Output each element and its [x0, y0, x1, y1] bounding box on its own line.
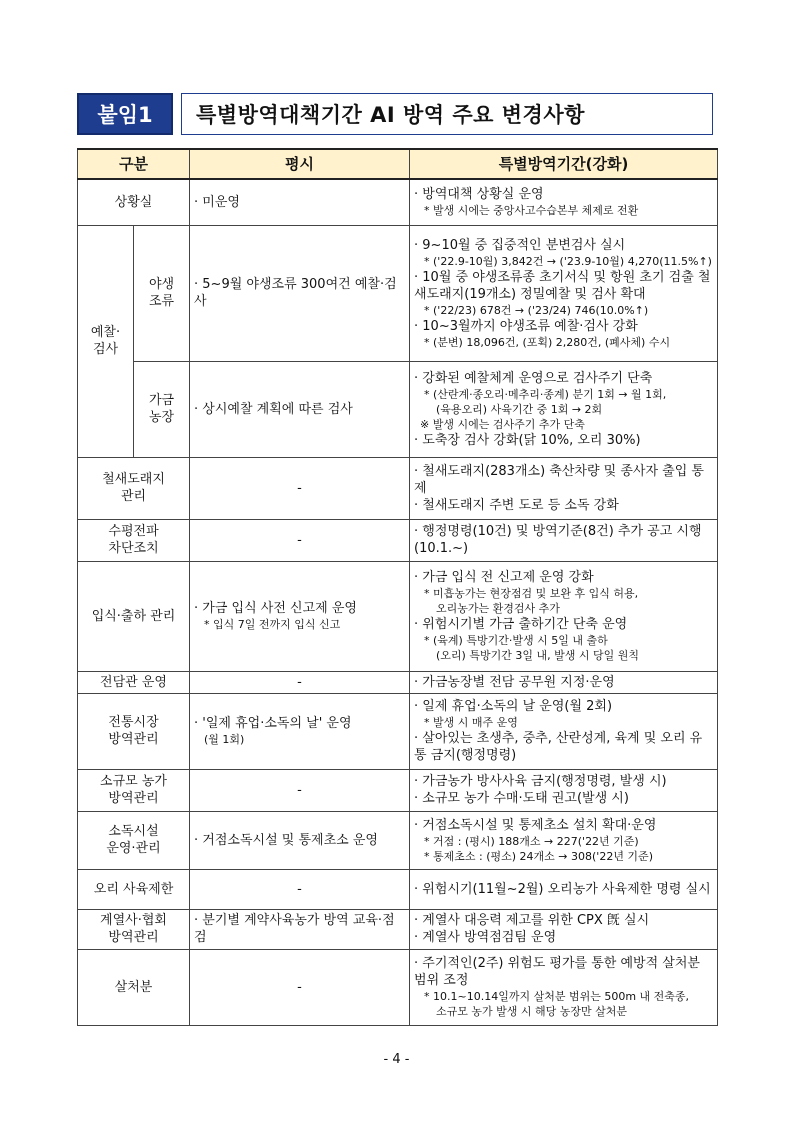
row-category: 전통시장 방역관리: [78, 693, 190, 769]
row-category: 예찰· 검사: [78, 225, 134, 457]
special-line: · 철새도래지(283개소) 축산차량 및 종사자 출입 통제: [414, 463, 704, 496]
special-note: * (분변) 18,096건, (포획) 2,280건, (폐사체) 수시: [424, 335, 671, 349]
row-category: 소독시설 운영·관리: [78, 811, 190, 869]
special-note: * ('22.9-10월) 3,842건 → ('23.9-10월) 4,270(11.5%↑): [424, 254, 712, 268]
special-note: * (산란계·종오리·메추리·종계) 분기 1회 → 월 1회,: [424, 387, 667, 401]
special-note: ※ 발생 시에는 검사주기 추가 단축: [420, 417, 585, 431]
special-note: * (육계) 특방기간·발생 시 5일 내 출하: [424, 634, 608, 647]
special-note: * 발생 시에는 중앙사고수습본부 체제로 전환: [424, 204, 639, 218]
table-row: [78, 769, 718, 811]
table-row: [78, 909, 718, 949]
special-line: · 주기적인(2주) 위험도 평가를 통한 예방적 살처분 범위 조정: [414, 956, 700, 988]
row-special: [410, 179, 718, 225]
special-line: · 방역대책 상황실 운영: [414, 187, 544, 203]
row-special: [410, 811, 718, 869]
row-normal: -: [190, 769, 410, 811]
special-line: · 거점소독시설 및 통제초소 설치 확대·운영: [414, 817, 657, 833]
row-special: [410, 769, 718, 811]
document-title: 특별방역대책기간 AI 방역 주요 변경사항: [181, 93, 713, 135]
special-note: (육용오리) 사육기간 중 1회 → 2회: [436, 402, 603, 416]
row-subcategory: 야생 조류: [134, 225, 190, 361]
row-category: 전담관 운영: [78, 671, 190, 693]
special-line: · 행정명령(10건) 및 방역기준(8건) 추가 공고 시행(10.1.~): [414, 524, 702, 556]
table-row: [78, 179, 718, 225]
special-line: · 도축장 검사 강화(닭 10%, 오리 30%): [414, 432, 641, 448]
row-special: [410, 361, 718, 457]
table-row: [78, 693, 718, 769]
row-category: 소규모 농가 방역관리: [78, 769, 190, 811]
row-normal: -: [190, 519, 410, 561]
special-note: (오리) 특방기간 3일 내, 발생 시 당일 원칙: [436, 649, 639, 662]
special-note: * 통제초소 : (평소) 24개소 → 308('22년 기준): [424, 849, 653, 863]
special-line: · 계열사 방역점검팀 운영: [414, 930, 557, 945]
table-row: [78, 519, 718, 561]
row-normal: · 미운영: [190, 179, 410, 225]
row-normal: · 분기별 계약사육농가 방역 교육·점검: [190, 909, 410, 949]
row-special: [410, 225, 718, 361]
special-note: * ('22/23) 678건 → ('23/24) 746(10.0%↑): [424, 303, 649, 317]
special-line: · 계열사 대응력 제고를 위한 CPX 旣 실시: [414, 913, 650, 928]
table-row: [78, 225, 718, 361]
special-line: · 살아있는 초생추, 중추, 산란성계, 육계 및 오리 유통 금지(행정명령): [414, 731, 703, 763]
row-category: 살처분: [78, 949, 190, 1025]
special-line: · 위험시기(11월~2월) 오리농가 사육제한 명령 실시: [414, 881, 711, 897]
special-line: · 강화된 예찰체계 운영으로 검사주기 단축: [414, 370, 653, 386]
special-line: · 9~10월 중 집중적인 분변검사 실시: [414, 237, 626, 253]
special-line: · 10월 중 야생조류종 초기서식 및 항원 초기 검출 철새도래지(19개소) 정밀예찰 및 검사 확대: [414, 269, 711, 302]
special-note: * 10.1~10.14일까지 살처분 범위는 500m 내 전축종,: [424, 990, 690, 1003]
row-normal: [190, 561, 410, 671]
table-row: [78, 361, 718, 457]
row-category: 수평전파 차단조치: [78, 519, 190, 561]
header-special: 특별방역기간(강화): [410, 149, 718, 179]
row-special: [410, 457, 718, 519]
table-row: [78, 949, 718, 1025]
table-row: [78, 811, 718, 869]
special-line: · 가금농장별 전담 공무원 지정·운영: [414, 674, 615, 690]
header-normal: 평시: [190, 149, 410, 179]
normal-note: (월 1회): [204, 733, 245, 746]
special-note: 오리농가는 환경검사 추가: [436, 602, 560, 615]
row-special: [410, 561, 718, 671]
row-special: [410, 949, 718, 1025]
row-normal: -: [190, 949, 410, 1025]
row-special: [410, 909, 718, 949]
header-category: 구분: [78, 149, 190, 179]
title-area: [77, 93, 713, 135]
row-subcategory: 가금 농장: [134, 361, 190, 457]
row-normal: · 상시예찰 계획에 따른 검사: [190, 361, 410, 457]
row-category: 상황실: [78, 179, 190, 225]
special-line: · 10~3월까지 야생조류 예찰·검사 강화: [414, 318, 638, 334]
normal-line: · 가금 입식 사전 신고제 운영: [194, 601, 357, 616]
row-normal: -: [190, 671, 410, 693]
normal-line: · '일제 휴업·소독의 날' 운영: [194, 716, 352, 731]
row-category: 철새도래지 관리: [78, 457, 190, 519]
row-normal: · 거점소독시설 및 통제초소 운영: [190, 811, 410, 869]
special-note: * 발생 시 매주 운영: [424, 716, 518, 729]
special-note: * 미흡농가는 현장점검 및 보완 후 입식 허용,: [424, 587, 639, 600]
row-normal: -: [190, 457, 410, 519]
special-note: 소규모 농가 발생 시 해당 농장만 살처분: [436, 1005, 628, 1018]
attachment-badge: 붙임1: [77, 93, 173, 135]
row-normal: -: [190, 869, 410, 909]
row-special: [410, 693, 718, 769]
table-row: [78, 671, 718, 693]
row-category: 계열사·협회 방역관리: [78, 909, 190, 949]
page-number: - 4 -: [383, 1052, 410, 1067]
row-normal: [190, 693, 410, 769]
row-normal: · 5~9월 야생조류 300여건 예찰·검사: [190, 225, 410, 361]
normal-note: * 입식 7일 전까지 입식 신고: [204, 618, 341, 631]
special-line: · 위험시기별 가금 출하기간 단축 운영: [414, 617, 628, 632]
table-row: [78, 457, 718, 519]
changes-table: [77, 148, 718, 1026]
special-note: * 거점 : (평시) 188개소 → 227('22년 기준): [424, 834, 639, 848]
special-line: · 일제 휴업·소독의 날 운영(월 2회): [414, 699, 613, 714]
special-line: · 철새도래지 주변 도로 등 소독 강화: [414, 497, 619, 513]
row-category: 입식·출하 관리: [78, 561, 190, 671]
row-category: 오리 사육제한: [78, 869, 190, 909]
special-line: · 가금 입식 전 신고제 운영 강화: [414, 570, 594, 585]
table-row: [78, 869, 718, 909]
table-header-row: [78, 149, 718, 179]
row-special: [410, 869, 718, 909]
special-line: · 소규모 농가 수매·도태 권고(발생 시): [414, 791, 629, 806]
row-special: [410, 671, 718, 693]
special-line: · 가금농가 방사사육 금지(행정명령, 발생 시): [414, 774, 667, 789]
row-special: [410, 519, 718, 561]
table-row: [78, 561, 718, 671]
